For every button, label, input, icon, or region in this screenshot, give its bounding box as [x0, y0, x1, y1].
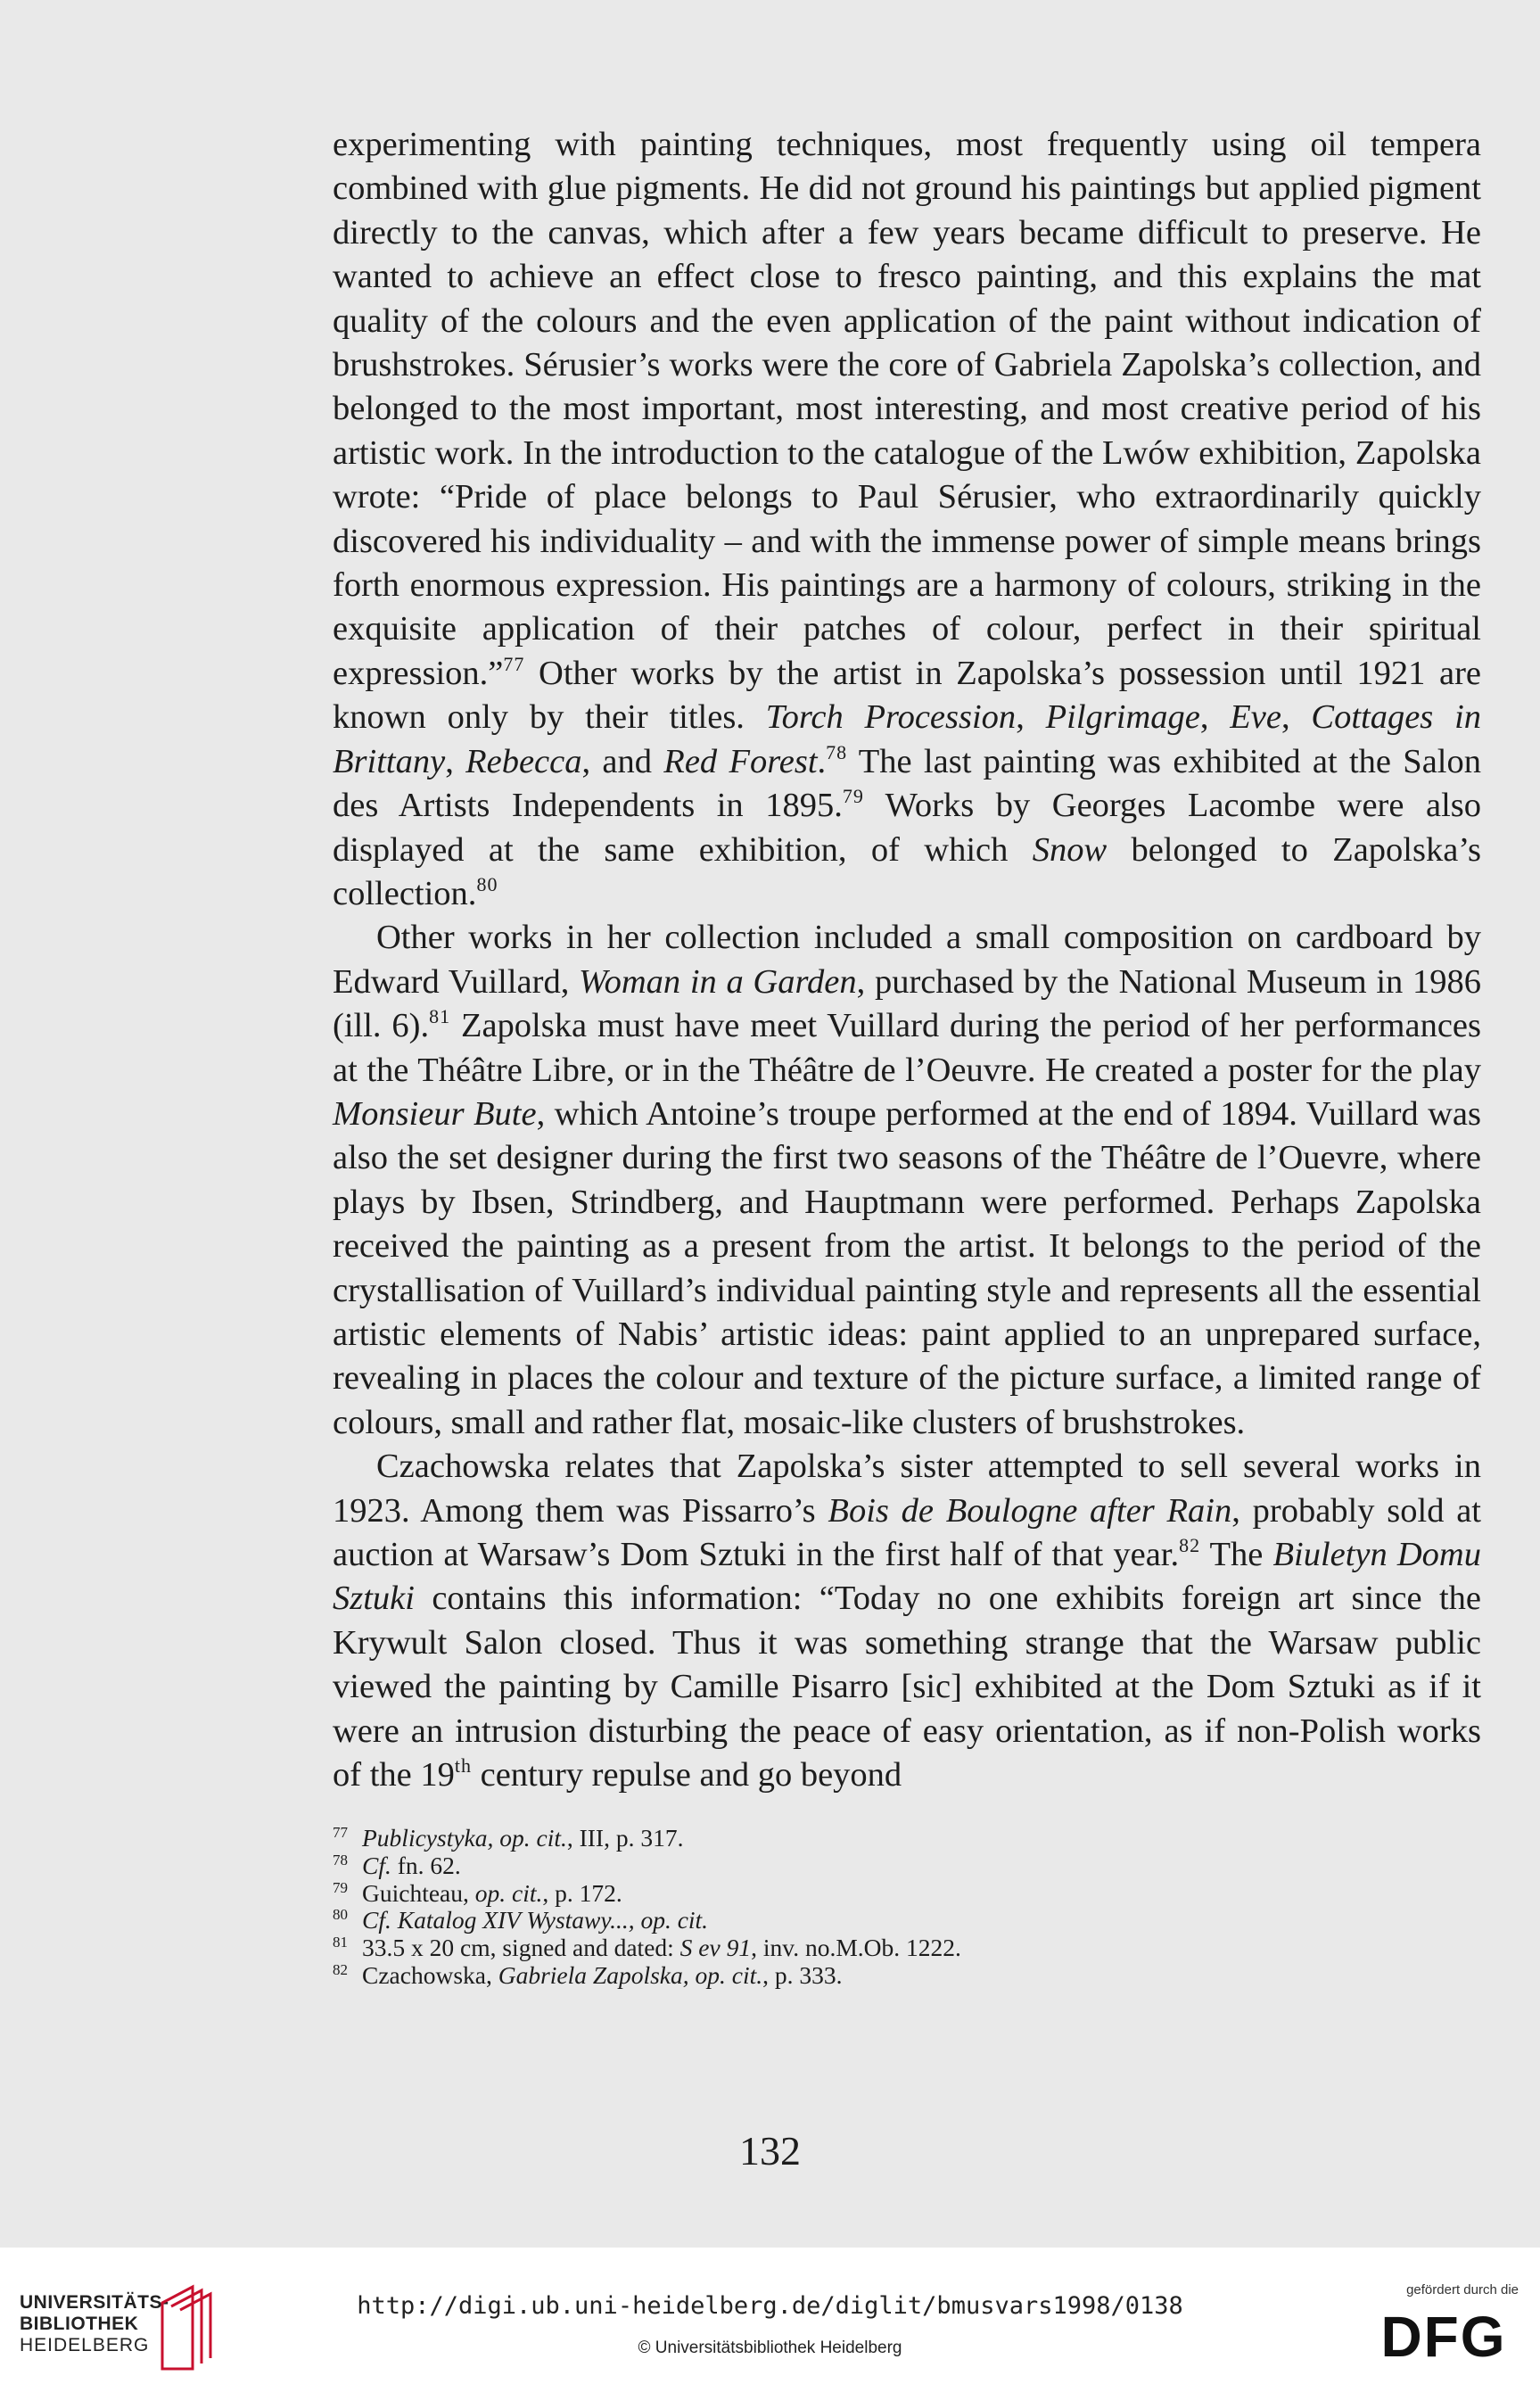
footnote: $^{80}$ Cf. Katalog XIV Wystawy..., op. cit.: [333, 1906, 709, 1934]
footnote-ref-77[interactable]: 77: [503, 652, 525, 675]
title-cottages-in-brittany: Cottages in Brittany: [333, 698, 1482, 780]
title-bois-de-boulogne: Bois de Boulogne after Rain: [828, 1491, 1232, 1530]
title-monsieur-bute: Monsieur Bute: [333, 1094, 537, 1133]
title-woman-in-a-garden: Woman in a Garden: [579, 962, 857, 1001]
paragraph-2: Other works in her collection included a small composition on cardboard by Edward Vuillard, Woman in a Garden, purchased by the National Museum in 1986 (ill. 6).$^{81}$ Zapolska must have meet Vuillard during the period of her performances at the Théâtre Libre, or in the Théâtre de l’Oeuvre. He created a poster for the play Monsieur Bute, which Antoine’s troupe performed at the end of 1894. Vuillard was also the set designer during the first two seasons of the Théâtre de l’Ouevre, where plays by Ibsen, Strindberg, and Hauptmann were performed. Perhaps Zapolska received the painting as a present from the artist. It belongs to the period of the crystallisation of Vuillard’s individual painting style and represents all the essential artistic elements of Nabis’ artistic ideas: paint applied to an unprepared surface, revealing in places the colour and texture of the picture surface, a limited range of colours, small and rather flat, mosaic-like clusters of brushstrokes.: [333, 919, 1482, 1441]
footnote-ref-81[interactable]: 81: [429, 1005, 451, 1028]
footnotes: [333, 1825, 1481, 1990]
copyright-text: © Universitätsbibliothek Heidelberg: [638, 2339, 902, 2357]
superscript-th: th: [454, 1754, 472, 1778]
library-name-line-2: BIBLIOTHEK: [20, 2314, 139, 2334]
footnote-ref-79[interactable]: 79: [842, 785, 864, 808]
title-rebecca: Rebecca: [465, 742, 582, 780]
paragraph-3: Czachowska relates that Zapolska’s sister attempted to sell several works in 1923. Among them was Pissarro’s Bois de Boulogne after Rain, probably sold at auction at Warsaw’s Dom Sztuki in the first half of that year.$^{82}$ The Biuletyn Domu Sztuki contains this information: “Today no one exhibits foreign art since the Krywult Salon closed. Thus it was something strange that the Warsaw public viewed the painting by Camille Pisarro [sic] exhibited at the Dom Sztuki as if it were an intrusion disturbing the peace of easy orientation, as if non-Polish works of the 19th century repulse and go beyond: [333, 1448, 1481, 1794]
body-text: [333, 123, 1481, 1797]
source-url-link[interactable]: http://digi.ub.uni-heidelberg.de/diglit/bmusvars1998/0138: [357, 2292, 1183, 2320]
paragraph-1: experimenting with painting techniques, most frequently using oil tempera combined with glue pigments. He did not ground his paintings but applied pigment directly to the canvas, which after a few years became difficult to preserve. He wanted to achieve an effect close to fresco painting, and this explains the mat quality of the colours and the even application of the paint without indication of brushstrokes. Sérusier’s works were the core of Gabriela Zapolska’s collection, and belonged to the most important, most interesting, and most creative period of his artistic work. In the introduction to the catalogue of the Lwów exhibition, Zapolska wrote: “Pride of place belongs to Paul Sérusier, who extraordinarily quickly discovered his individuality – and with the immense power of simple means brings forth enormous expression. His paintings are a harmony of colours, striking in the exquisite application of their patches of colour, perfect in their spiritual expression.”$^{77}$ Other works by the artist in Zapolska’s possession until 1921 are known only by their titles. Torch Procession, Pilgrimage, Eve, Cottages in Brittany, Rebecca, and Red Forest.$^{78}$ The last painting was exhibited at the Salon des Artists Independents in 1895.79 Works by Georges Lacombe were also displayed at the same exhibition, of which Snow belonged to Zapolska’s collection.$^{80}$: [333, 126, 1482, 912]
library-name-line-1: UNIVERSITÄTS-: [20, 2292, 169, 2313]
footnote-ref-78[interactable]: 78: [826, 740, 848, 763]
title-biuletyn: Biuletyn Domu Sztuki: [333, 1536, 1481, 1618]
title-eve: Eve: [1230, 698, 1281, 737]
footnote: $^{82}$ Czachowska, Gabriela Zapolska, op. cit., p. 333.: [333, 1960, 843, 1989]
page-number: 132: [739, 2128, 801, 2174]
library-name-line-3: HEIDELBERG: [20, 2335, 150, 2355]
title-torch-procession: Torch Procession: [765, 698, 1017, 737]
footnote-ref-80[interactable]: 80: [476, 872, 498, 895]
title-pilgrimage: Pilgrimage: [1045, 698, 1200, 737]
title-red-forest: Red Forest: [663, 742, 818, 780]
title-snow: Snow: [1032, 830, 1108, 869]
footnote: $^{79}$ Guichteau, op. cit., p. 172.: [333, 1878, 622, 1907]
footnote: $^{78}$ Cf. fn. 62.: [333, 1851, 461, 1879]
footnote: $^{77}$ Publicystyka, op. cit., III, p. 317.: [333, 1824, 684, 1852]
dfg-logo-text: DFG: [1380, 2306, 1507, 2362]
footnote-ref-82[interactable]: 82: [1179, 1534, 1201, 1556]
funder-caption: gefördert durch die: [1406, 2282, 1519, 2297]
footnote: $^{81}$ 33.5 x 20 cm, signed and dated: S ev 91, inv. no.M.Ob. 1222.: [333, 1934, 961, 1962]
dfg-logo-icon[interactable]: [1370, 2306, 1518, 2362]
